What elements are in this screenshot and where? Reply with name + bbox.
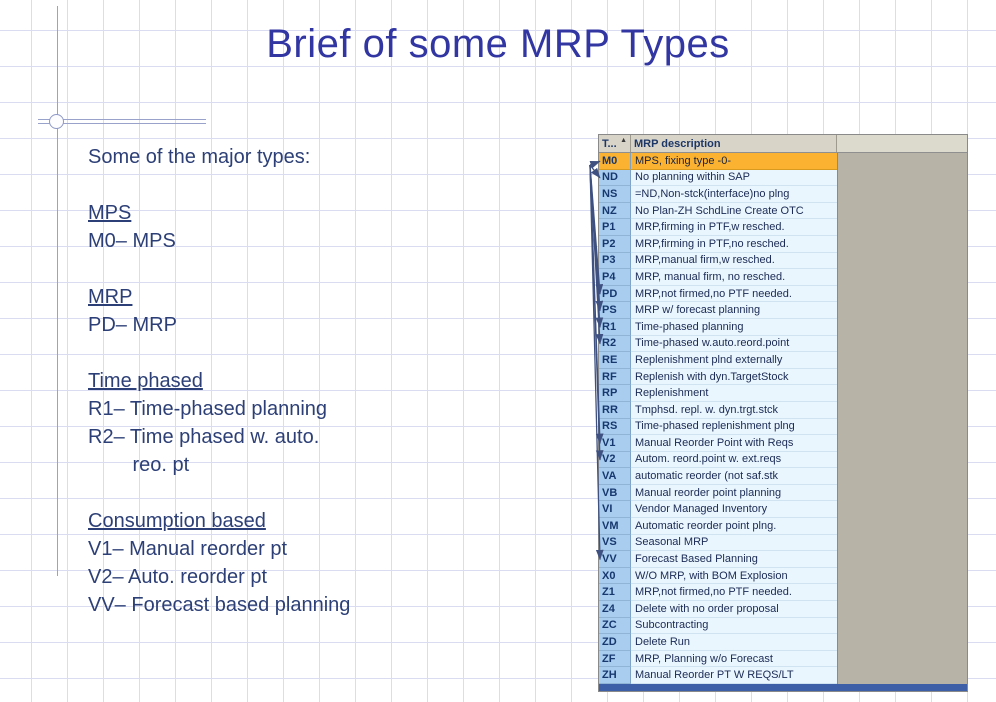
mrp-type-description: MPS, fixing type -0- (631, 153, 837, 170)
section-line: VV– Forecast based planning (88, 594, 351, 616)
mrp-type-description: =ND,Non-stck(interface)no plng (631, 186, 837, 203)
mrp-type-description: Manual Reorder Point with Reqs (631, 435, 837, 452)
mrp-type-code: ZH (599, 667, 631, 684)
mrp-type-code: M0 (599, 153, 631, 170)
mrp-type-description: Replenishment (631, 385, 837, 402)
column-header-filler (837, 135, 967, 152)
table-row[interactable] (599, 468, 837, 485)
section-heading: MPS (88, 202, 132, 224)
table-row[interactable] (599, 584, 837, 601)
mrp-type-description: MRP,manual firm,w resched. (631, 253, 837, 270)
section-heading: Time phased (88, 370, 203, 392)
intro-text: Some of the major types: (88, 146, 311, 168)
mrp-type-description: Autom. reord.point w. ext.reqs (631, 452, 837, 469)
mrp-type-description: W/O MRP, with BOM Explosion (631, 568, 837, 585)
mrp-type-description: MRP, manual firm, no resched. (631, 269, 837, 286)
mrp-type-code: V2 (599, 452, 631, 469)
mrp-type-description: Tmphsd. repl. w. dyn.trgt.stck (631, 402, 837, 419)
table-rows (599, 153, 837, 684)
table-row[interactable] (599, 236, 837, 253)
decorative-circle (49, 114, 64, 129)
mrp-type-code: ZF (599, 651, 631, 668)
mrp-type-description: Seasonal MRP (631, 535, 837, 552)
mrp-type-code: RS (599, 419, 631, 436)
mrp-type-code: VV (599, 551, 631, 568)
section-spacer (88, 479, 568, 507)
table-row[interactable] (599, 485, 837, 502)
mrp-type-description: Time-phased planning (631, 319, 837, 336)
mrp-type-description: MRP,not firmed,no PTF needed. (631, 286, 837, 303)
section-spacer (88, 255, 568, 283)
table-row[interactable] (599, 319, 837, 336)
sap-mrp-table-screenshot (598, 134, 968, 692)
table-row[interactable] (599, 452, 837, 469)
mrp-type-code: P3 (599, 253, 631, 270)
mrp-type-code: V1 (599, 435, 631, 452)
mrp-type-code: Z4 (599, 601, 631, 618)
slide-title: Brief of some MRP Types (266, 22, 730, 66)
table-row[interactable] (599, 253, 837, 270)
mrp-type-code: VM (599, 518, 631, 535)
mrp-type-description: Delete with no order proposal (631, 601, 837, 618)
mrp-type-code: NZ (599, 203, 631, 220)
mrp-type-code: R2 (599, 336, 631, 353)
mrp-type-code: VB (599, 485, 631, 502)
table-body (599, 153, 967, 684)
notes-panel (88, 143, 568, 647)
table-row[interactable] (599, 551, 837, 568)
section-spacer (88, 339, 568, 367)
section-line: R1– Time-phased planning (88, 398, 328, 420)
mrp-type-description: MRP,firming in PTF,no resched. (631, 236, 837, 253)
mrp-type-code: RE (599, 352, 631, 369)
table-row[interactable] (599, 286, 837, 303)
table-row[interactable] (599, 419, 837, 436)
mrp-type-description: No planning within SAP (631, 170, 837, 187)
table-row[interactable] (599, 402, 837, 419)
table-header-row (599, 135, 967, 153)
section-line: V2– Auto. reorder pt (88, 566, 268, 588)
table-row[interactable] (599, 535, 837, 552)
section-line: M0– MPS (88, 230, 176, 252)
mrp-type-description: Replenishment plnd externally (631, 352, 837, 369)
table-row[interactable] (599, 302, 837, 319)
mrp-type-code: P4 (599, 269, 631, 286)
mrp-type-code: P1 (599, 219, 631, 236)
column-header-type[interactable] (599, 135, 631, 152)
mrp-type-code: PD (599, 286, 631, 303)
table-row[interactable] (599, 369, 837, 386)
table-row[interactable] (599, 568, 837, 585)
mrp-type-code: ND (599, 170, 631, 187)
table-row[interactable] (599, 153, 837, 170)
mrp-type-code: Z1 (599, 584, 631, 601)
mrp-type-code: P2 (599, 236, 631, 253)
section-line: V1– Manual reorder pt (88, 538, 288, 560)
table-row[interactable] (599, 336, 837, 353)
table-row[interactable] (599, 352, 837, 369)
mrp-type-description: Replenish with dyn.TargetStock (631, 369, 837, 386)
sap-window-background (837, 153, 967, 684)
mrp-type-description: Time-phased w.auto.reord.point (631, 336, 837, 353)
mrp-type-description: automatic reorder (not saf.stk (631, 468, 837, 485)
section-line: PD– MRP (88, 314, 177, 336)
mrp-type-code: VA (599, 468, 631, 485)
mrp-type-description: MRP w/ forecast planning (631, 302, 837, 319)
section-spacer (88, 619, 568, 647)
mrp-type-description: No Plan-ZH SchdLine Create OTC (631, 203, 837, 220)
table-row[interactable] (599, 269, 837, 286)
table-row[interactable] (599, 435, 837, 452)
mrp-type-description: MRP,not firmed,no PTF needed. (631, 584, 837, 601)
table-row[interactable] (599, 219, 837, 236)
column-header-type-label: T... (602, 137, 617, 150)
mrp-type-description: Manual reorder point planning (631, 485, 837, 502)
mrp-type-description: Forecast Based Planning (631, 551, 837, 568)
table-row[interactable] (599, 667, 837, 684)
table-row[interactable] (599, 170, 837, 187)
mrp-type-code: X0 (599, 568, 631, 585)
mrp-type-code: ZD (599, 634, 631, 651)
mrp-type-description: Manual Reorder PT W REQS/LT (631, 667, 837, 684)
mrp-type-code: ZC (599, 618, 631, 635)
mrp-type-code: VS (599, 535, 631, 552)
section-heading: Consumption based (88, 510, 266, 532)
section-line: R2– Time phased w. auto. (88, 426, 320, 448)
sap-window-bottom-border (599, 684, 967, 691)
table-row[interactable] (599, 634, 837, 651)
type-sections (88, 199, 568, 647)
decorative-vertical-line (57, 6, 58, 576)
mrp-type-description: MRP, Planning w/o Forecast (631, 651, 837, 668)
section-line: reo. pt (88, 454, 190, 476)
mrp-type-code: RR (599, 402, 631, 419)
mrp-type-description: MRP,firming in PTF,w resched. (631, 219, 837, 236)
table-row[interactable] (599, 501, 837, 518)
mrp-type-code: RP (599, 385, 631, 402)
mrp-type-code: NS (599, 186, 631, 203)
mrp-type-code: RF (599, 369, 631, 386)
mrp-type-code: R1 (599, 319, 631, 336)
mrp-type-code: PS (599, 302, 631, 319)
table-row[interactable] (599, 601, 837, 618)
mrp-type-description: Time-phased replenishment plng (631, 419, 837, 436)
sort-ascending-icon: ▲ (620, 137, 627, 144)
table-row[interactable] (599, 203, 837, 220)
table-row[interactable] (599, 186, 837, 203)
mrp-type-description: Delete Run (631, 634, 837, 651)
table-row[interactable] (599, 651, 837, 668)
column-header-description[interactable]: MRP description (631, 135, 837, 152)
table-row[interactable] (599, 385, 837, 402)
mrp-type-description: Vendor Managed Inventory (631, 501, 837, 518)
table-row[interactable] (599, 518, 837, 535)
mrp-type-description: Subcontracting (631, 618, 837, 635)
section-heading: MRP (88, 286, 133, 308)
table-row[interactable] (599, 618, 837, 635)
mrp-type-code: VI (599, 501, 631, 518)
mrp-type-description: Automatic reorder point plng. (631, 518, 837, 535)
